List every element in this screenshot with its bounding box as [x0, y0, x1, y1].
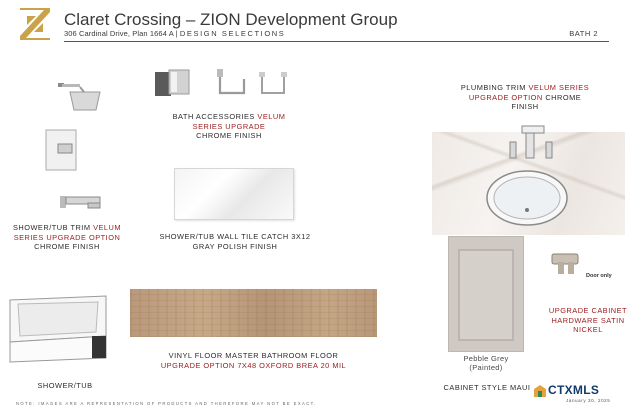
towel-bar-icon: [256, 69, 290, 99]
shower-trim-line1b: VELUM: [93, 223, 122, 232]
page-title: Claret Crossing – ZION Development Group: [64, 10, 398, 29]
sink-icon: [484, 168, 570, 228]
plumbing-line2a: UPGRADE OPTION: [468, 92, 543, 102]
plumbing-line3: FINISH: [511, 102, 539, 111]
floor-caption: [130, 351, 377, 370]
header-rule: [64, 41, 609, 42]
plumbing-line1a: PLUMBING TRIM: [460, 83, 529, 92]
door-only-label: Door only: [586, 273, 612, 279]
bathtub-icon: [6, 292, 110, 364]
hardware-line1: UPGRADE CABINET: [548, 306, 628, 315]
plumbing-caption: [450, 83, 600, 112]
address-text: 306 Cardinal Drive, Plan 1664 A: [64, 29, 174, 38]
shower-valve-icon: [44, 128, 80, 172]
cabinet-swatch: [448, 236, 524, 352]
ctxmls-logo-icon: [532, 383, 548, 399]
logo-z-icon: [18, 6, 52, 42]
hardware-caption: [540, 306, 636, 335]
cabinet-style-caption: [432, 383, 542, 393]
floor-swatch: [130, 289, 377, 337]
floor-line2: UPGRADE OPTION 7X48 OXFORD BREA 20 MIL: [160, 360, 347, 370]
cabinet-color-line1: Pebble Grey: [463, 354, 509, 363]
room-label: BATH 2: [569, 29, 598, 38]
section-label: DESIGN SELECTIONS: [179, 29, 286, 38]
disclaimer-note: NOTE: IMAGES ARE A REPRESENTATION OF PRODUCTS AND THEREFORE MAY NOT BE EXACT.: [16, 401, 317, 406]
floor-line1: VINYL FLOOR MASTER BATHROOM FLOOR: [168, 351, 339, 360]
towel-hook-icon: [151, 66, 191, 102]
page-subtitle: [64, 29, 285, 38]
wall-tile-line1: SHOWER/TUB WALL TILE CATCH 3X12: [159, 232, 311, 241]
accessories-line2: SERIES UPGRADE: [192, 121, 266, 131]
plumbing-line1b: VELUM SERIES: [528, 83, 590, 92]
shower-trim-line2: SERIES UPGRADE OPTION: [13, 232, 121, 242]
ctxmls-brand: CTXMLS: [548, 383, 600, 397]
accessories-line1a: BATH ACCESSORIES: [172, 112, 258, 121]
accessories-caption: [170, 112, 288, 141]
tub-spout-icon: [58, 192, 104, 212]
tub-caption: [20, 381, 110, 391]
hardware-line3: NICKEL: [573, 325, 603, 334]
cabinet-color-line2: (Painted): [469, 363, 503, 372]
wall-tile-caption: [150, 232, 320, 251]
towel-ring-icon: [214, 67, 248, 97]
cabinet-pull-icon: [548, 246, 584, 278]
cabinet-style: CABINET STYLE MAUI: [443, 383, 531, 392]
showerhead-icon: [56, 80, 102, 116]
separator: |: [175, 29, 178, 38]
cabinet-color: [446, 354, 526, 372]
wall-tile-line2: GRAY POLISH FINISH: [192, 241, 278, 251]
accessories-line1b: VELUM: [257, 112, 286, 121]
wall-tile-swatch: [174, 168, 294, 220]
faucet-icon: [508, 122, 556, 162]
plumbing-line2b: CHROME: [542, 92, 582, 102]
shower-trim-line3: CHROME FINISH: [34, 242, 100, 251]
hardware-line2: HARDWARE SATIN: [551, 315, 625, 325]
watermark-date: January 30, 2025: [566, 398, 611, 403]
shower-trim-caption: [8, 223, 126, 252]
tub-line1: SHOWER/TUB: [37, 381, 93, 390]
shower-trim-line1a: SHOWER/TUB TRIM: [12, 223, 94, 232]
accessories-line3: CHROME FINISH: [196, 131, 262, 140]
